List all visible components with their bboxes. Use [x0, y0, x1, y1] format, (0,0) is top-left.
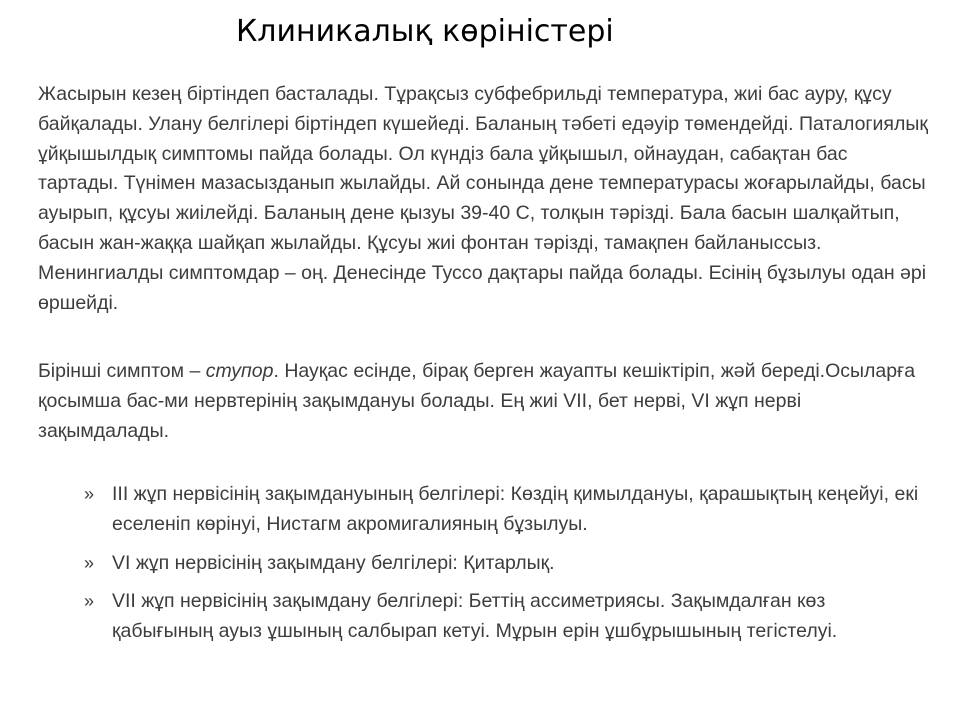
nerve-damage-list — [84, 480, 924, 656]
first-symptom-term: ступор — [205, 360, 274, 382]
list-item-nerve-iii — [84, 480, 924, 540]
list-item-nerve-vii — [84, 587, 924, 647]
list-item-nerve-vi — [84, 549, 924, 579]
slide-title: Клиникалық көріністері — [236, 14, 614, 49]
paragraph-first-symptom — [38, 357, 933, 446]
bullet-marker-icon: » — [84, 484, 95, 504]
paragraph-latent-period: Жасырын кезең біртіндеп басталады. Тұрақсыз субфебрильді температура, жиі бас ауру, құсу байқалады. Улану белгілері біртіндеп күшейеді. Баланың тәбеті едәуір төмендейді. Паталогиялық ұйқышылдық симптомы пайда болады. Ол күндіз бала ұйқышыл, ойнаудан, сабақтан бас тартады. Түнімен мазасызданып жылайды. Ай сонында дене температурасы жоғарылайды, басы ауырып, құсуы жиілейді. Баланың дене қызуы 39-40 С, толқын тәрізді. Бала басын шалқайтып, басын жан-жаққа шайқап жылайды. Құсуы жиі фонтан тәрізді, тамақпен байланыссыз. Менингиалды симптомдар – оң. Денесінде Туссо дақтары пайда болады. Есінің бұзылуы одан әрі өршейді. — [38, 83, 928, 314]
list-item-text: III жұп нервісінің зақымдануының белгілері: Көздің қимылдануы, қарашықтың кеңейуі, екі еселеніп көрінуі, Нистагм акромигалияның бұзылуы. — [112, 483, 919, 535]
list-item-text: VI жұп нервісінің зақымдану белгілері: Қитарлық. — [112, 551, 555, 574]
bullet-marker-icon: » — [84, 552, 95, 573]
first-symptom-rest: . Науқас есінде, бірақ берген жауапты кешіктіріп, жәй береді.Осыларға қосымша бас-ми нервтерінің зақымдануы болады. Ең жиі VII, бет нерві, VI жұп нерві зақымдалады. — [38, 360, 916, 442]
bullet-marker-icon: » — [84, 591, 95, 612]
list-item-text: VII жұп нервісінің зақымдану белгілері: Беттің ассиметриясы. Зақымдалған көз қабығының ауыз ұшының салбырап кетуі. Мұрын ерін ұшбұрышының тегістелуі. — [112, 590, 838, 643]
first-symptom-lead: Бірінші симптом – — [38, 360, 206, 382]
